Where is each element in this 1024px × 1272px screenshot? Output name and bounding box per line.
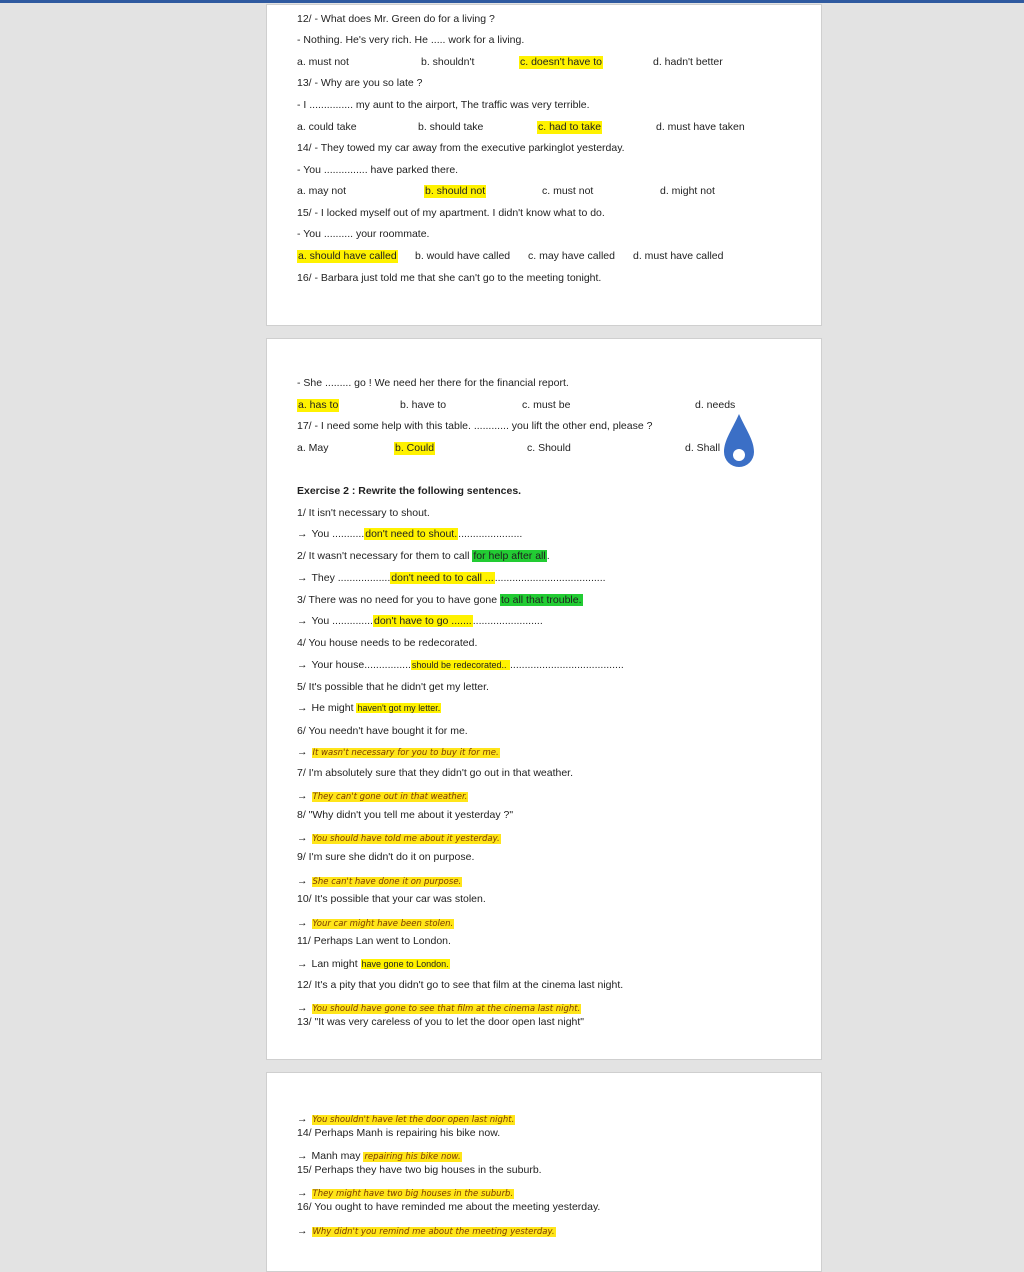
rewrite-12-answer-line (297, 1002, 811, 1016)
rewrite-7-answer-line (297, 790, 811, 804)
handwritten-answer: They might have two big houses in the suburb. (312, 1189, 514, 1199)
rewrite-9-question: 9/ I'm sure she didn't do it on purpose. (297, 851, 475, 863)
rewrite-2-question: 2/ It wasn't necessary for them to call for help after all. (297, 550, 550, 562)
answer-highlight: should be redecorated.. (411, 660, 509, 670)
rewrite-6-answer-line (297, 746, 811, 760)
rewrite-10-question: 10/ It's possible that your car was stolen. (297, 893, 486, 905)
option-b-answer: b. should not (425, 185, 486, 197)
answer-highlight: have gone to London. (361, 959, 449, 969)
question-17: 17/ - I need some help with this table. ............ you lift the other end, please ? (297, 420, 653, 432)
top-accent-bar (0, 0, 1024, 3)
document-page-3 (266, 1072, 822, 1272)
option-b: b. should take (418, 121, 484, 133)
handwritten-answer: She can't have done it on purpose. (312, 877, 462, 887)
question-12-sentence: - Nothing. He's very rich. He ..... work for a living. (297, 34, 525, 46)
rewrite-13-question: 13/ "It was very careless of you to let the door open last night" (297, 1016, 585, 1028)
green-highlight: to all that trouble. (500, 594, 582, 606)
answer-highlight: don't need to to call ... (391, 572, 494, 584)
question-12: 12/ - What does Mr. Green do for a living ? (297, 13, 495, 25)
option-d: d. must have called (633, 250, 724, 262)
rewrite-2-answer-line: → They ..................don't need to to call ......................................... (297, 572, 606, 584)
question-13: 13/ - Why are you so late ? (297, 77, 423, 89)
exercise-2-title: Exercise 2 : Rewrite the following sentences. (297, 485, 522, 497)
option-a: a. May (297, 442, 329, 454)
question-16: 16/ - Barbara just told me that she can't go to the meeting tonight. (297, 272, 602, 284)
green-highlight: for help after all (473, 550, 546, 562)
rewrite-4-question: 4/ You house needs to be redecorated. (297, 637, 478, 649)
handwritten-answer: Your car might have been stolen. (312, 919, 454, 929)
option-c: c. Should (527, 442, 571, 454)
rewrite-11-answer-line: → Lan might have gone to London. (297, 958, 449, 970)
rewrite-11-question: 11/ Perhaps Lan went to London. (297, 935, 451, 947)
handwritten-answer: repairing his bike now. (364, 1152, 461, 1162)
document-page-1 (266, 4, 822, 326)
arrow-icon: → (297, 1187, 308, 1199)
arrow-icon: → (297, 572, 308, 584)
option-a: a. could take (297, 121, 357, 133)
rewrite-15-answer-line (297, 1187, 811, 1201)
option-d: d. Shall (685, 442, 721, 454)
handwritten-answer: They can't gone out in that weather. (312, 792, 468, 802)
question-13-sentence: - I ............... my aunt to the airport, The traffic was very terrible. (297, 99, 590, 111)
rewrite-14-question: 14/ Perhaps Manh is repairing his bike now. (297, 1127, 501, 1139)
rewrite-3-question: 3/ There was no need for you to have gone to all that trouble. (297, 594, 582, 606)
rewrite-16-answer-line (297, 1225, 811, 1239)
handwritten-answer: You should have gone to see that film at the cinema last night. (312, 1004, 581, 1014)
arrow-icon: → (297, 958, 308, 970)
arrow-icon: → (297, 917, 308, 929)
arrow-icon: → (297, 659, 308, 671)
rewrite-8-answer-line (297, 832, 811, 846)
option-c-answer: c. doesn't have to (520, 56, 602, 68)
option-b-answer: b. Could (395, 442, 435, 454)
question-16-sentence: - She ......... go ! We need her there for the financial report. (297, 377, 569, 389)
handwritten-answer: Why didn't you remind me about the meeting yesterday. (312, 1227, 555, 1237)
option-c: c. may have called (528, 250, 615, 262)
option-c: c. must not (542, 185, 594, 197)
rewrite-8-question: 8/ "Why didn't you tell me about it yesterday ?" (297, 809, 514, 821)
question-14-sentence: - You ............... have parked there. (297, 164, 459, 176)
option-d: d. must have taken (656, 121, 745, 133)
arrow-icon: → (297, 1225, 308, 1237)
question-15-sentence: - You .......... your roommate. (297, 228, 430, 240)
answer-highlight: don't need to shout. (365, 528, 458, 540)
rewrite-12-question: 12/ It's a pity that you didn't go to see that film at the cinema last night. (297, 979, 624, 991)
answer-highlight: haven't got my letter. (357, 703, 441, 713)
water-drop-icon[interactable] (722, 412, 756, 470)
arrow-icon: → (297, 875, 308, 887)
rewrite-9-answer-line (297, 875, 811, 889)
handwritten-answer: You shouldn't have let the door open last night. (312, 1115, 515, 1125)
rewrite-15-question: 15/ Perhaps they have two big houses in the suburb. (297, 1164, 542, 1176)
rewrite-5-answer-line: → He might haven't got my letter. (297, 702, 441, 714)
question-14: 14/ - They towed my car away from the executive parkinglot yesterday. (297, 142, 625, 154)
rewrite-5-question: 5/ It's possible that he didn't get my letter. (297, 681, 489, 693)
option-d: d. might not (660, 185, 715, 197)
question-15: 15/ - I locked myself out of my apartment. I didn't know what to do. (297, 207, 605, 219)
option-a: a. may not (297, 185, 347, 197)
option-c-answer: c. had to take (538, 121, 602, 133)
arrow-icon: → (297, 790, 308, 802)
option-d: d. hadn't better (653, 56, 723, 68)
option-b: b. would have called (415, 250, 511, 262)
option-a-answer: a. should have called (298, 250, 397, 262)
rewrite-1-question: 1/ It isn't necessary to shout. (297, 507, 430, 519)
arrow-icon: → (297, 1150, 308, 1162)
option-b: b. have to (400, 399, 447, 411)
option-a: a. must not (297, 56, 349, 68)
handwritten-answer: You should have told me about it yesterday. (312, 834, 500, 844)
rewrite-13-answer-line (297, 1113, 811, 1127)
handwritten-answer: It wasn't necessary for you to buy it for me. (312, 748, 499, 758)
arrow-icon: → (297, 746, 308, 758)
rewrite-14-answer-line: → Manh may repairing his bike now. (297, 1150, 461, 1162)
option-c: c. must be (522, 399, 571, 411)
rewrite-10-answer-line (297, 917, 811, 931)
option-a-answer: a. has to (298, 399, 339, 411)
arrow-icon: → (297, 528, 308, 540)
rewrite-4-answer-line: → Your house................should be redecorated.. ....................................... (297, 659, 624, 671)
arrow-icon: → (297, 1002, 308, 1014)
option-d: d. needs (695, 399, 736, 411)
rewrite-1-answer-line: → You ...........don't need to shout....................... (297, 528, 523, 540)
arrow-icon: → (297, 702, 308, 714)
answer-highlight: don't have to go ....... (373, 615, 472, 627)
arrow-icon: → (297, 1113, 308, 1125)
rewrite-16-question: 16/ You ought to have reminded me about the meeting yesterday. (297, 1201, 601, 1213)
rewrite-3-answer-line: → You ..............don't have to go ............................... (297, 615, 543, 627)
arrow-icon: → (297, 615, 308, 627)
rewrite-7-question: 7/ I'm absolutely sure that they didn't go out in that weather. (297, 767, 574, 779)
rewrite-6-question: 6/ You needn't have bought it for me. (297, 725, 468, 737)
option-b: b. shouldn't (421, 56, 475, 68)
arrow-icon: → (297, 832, 308, 844)
